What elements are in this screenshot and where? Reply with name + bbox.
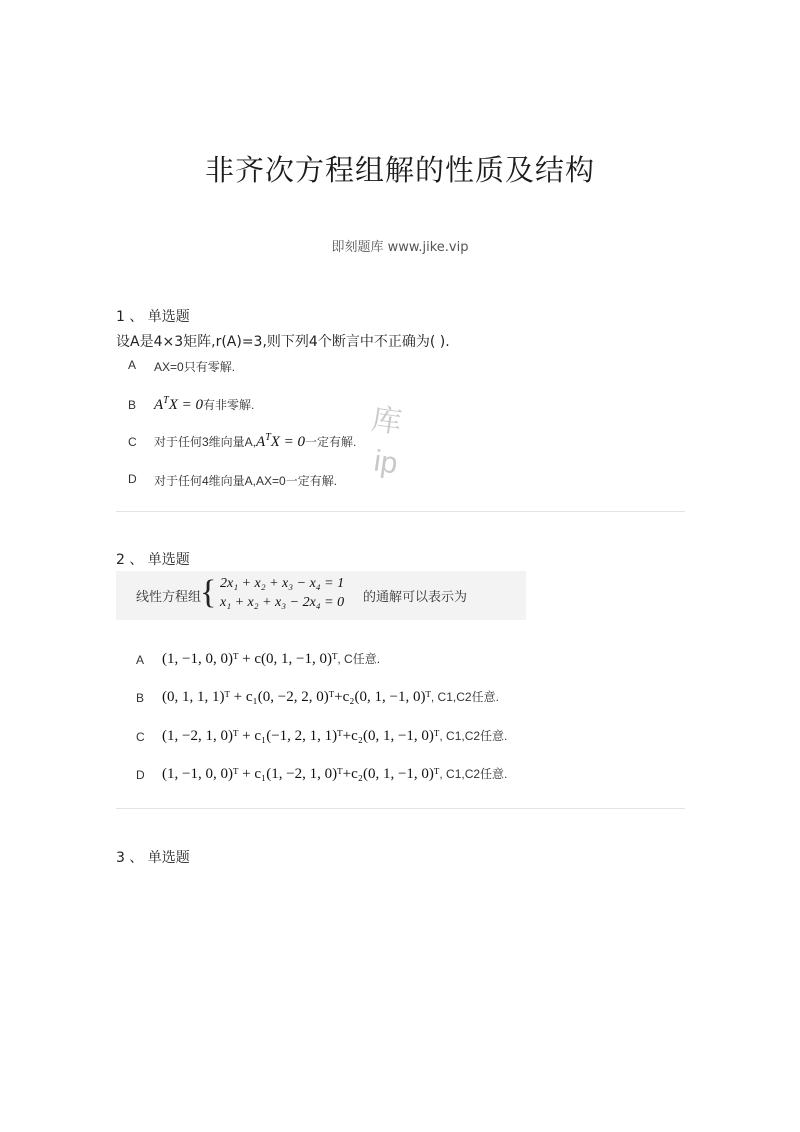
- option-letter: D: [128, 472, 137, 486]
- math-matrix-a: A: [256, 434, 266, 450]
- option-letter: A: [136, 653, 145, 667]
- system-label: 线性方程组: [136, 589, 202, 604]
- option-suffix: , C1,C2任意.: [439, 767, 508, 781]
- system-equation-1: 2x₁ + x₂ + x₃ − x₄ = 1: [220, 576, 345, 591]
- transpose-superscript: T: [163, 395, 169, 406]
- option-prefix: 对于任何3维向量A,: [154, 435, 257, 449]
- question-2-option-c[interactable]: [136, 727, 596, 749]
- option-suffix: 有非零解.: [203, 398, 255, 412]
- question-1-option-b[interactable]: [128, 395, 548, 415]
- option-letter: C: [128, 435, 137, 449]
- question-2-option-b[interactable]: [136, 688, 596, 710]
- math-expression: (0, 1, 1, 1)ᵀ + c₁(0, −2, 2, 0)ᵀ+c₂(0, 1, −1, 0)ᵀ: [162, 689, 431, 705]
- question-3-header: 3 、 单选题: [116, 850, 190, 866]
- system-equation-2: x₁ + x₂ + x₃ − 2x₄ = 0: [220, 595, 345, 610]
- question-separator: [116, 511, 685, 512]
- math-expression: X = 0: [168, 397, 204, 413]
- document-title: 非齐次方程组解的性质及结构: [204, 153, 595, 187]
- question-2-header: 2 、 单选题: [116, 552, 190, 568]
- option-suffix: , C1,C2任意.: [439, 729, 508, 743]
- option-suffix: , C任意.: [337, 652, 381, 666]
- option-suffix: , C1,C2任意.: [430, 690, 499, 704]
- watermark-text-bottom: ip: [371, 444, 400, 481]
- question-1-header: 1 、 单选题: [116, 309, 190, 325]
- option-text: AX=0只有零解.: [154, 360, 236, 374]
- transpose-superscript: T: [265, 432, 271, 443]
- left-brace-icon: {: [200, 574, 217, 611]
- question-1-option-a[interactable]: [128, 358, 548, 376]
- option-text: 对于任何4维向量A,AX=0一定有解.: [154, 474, 338, 488]
- option-letter: C: [136, 730, 145, 744]
- option-letter: A: [128, 358, 137, 372]
- option-letter: D: [136, 768, 145, 782]
- math-expression: (1, −2, 1, 0)ᵀ + c₁(−1, 2, 1, 1)ᵀ+c₂(0, 1, −1, 0)ᵀ: [162, 728, 440, 744]
- question-separator: [116, 808, 685, 809]
- question-1-stem: 设A是4×3矩阵,r(A)=3,则下列4个断言中不正确为( ).: [116, 334, 450, 350]
- system-tail: 的通解可以表示为: [363, 589, 468, 604]
- question-2-option-d[interactable]: [136, 765, 596, 787]
- math-matrix-a: A: [154, 397, 164, 413]
- equation-system-image: [116, 571, 526, 620]
- option-suffix: 一定有解.: [305, 435, 357, 449]
- question-1-option-c[interactable]: [128, 432, 548, 452]
- math-expression: (1, −1, 0, 0)ᵀ + c(0, 1, −1, 0)ᵀ: [162, 651, 338, 667]
- math-expression: X = 0: [270, 434, 306, 450]
- watermark-text-top: 库: [369, 403, 404, 440]
- question-2-option-a[interactable]: [136, 650, 596, 672]
- document-subtitle: 即刻题库 www.jike.vip: [331, 240, 469, 255]
- math-expression: (1, −1, 0, 0)ᵀ + c₁(1, −2, 1, 0)ᵀ+c₂(0, 1, −1, 0)ᵀ: [162, 766, 440, 782]
- option-letter: B: [128, 398, 137, 412]
- option-letter: B: [136, 691, 145, 705]
- question-1-option-d[interactable]: [128, 472, 548, 490]
